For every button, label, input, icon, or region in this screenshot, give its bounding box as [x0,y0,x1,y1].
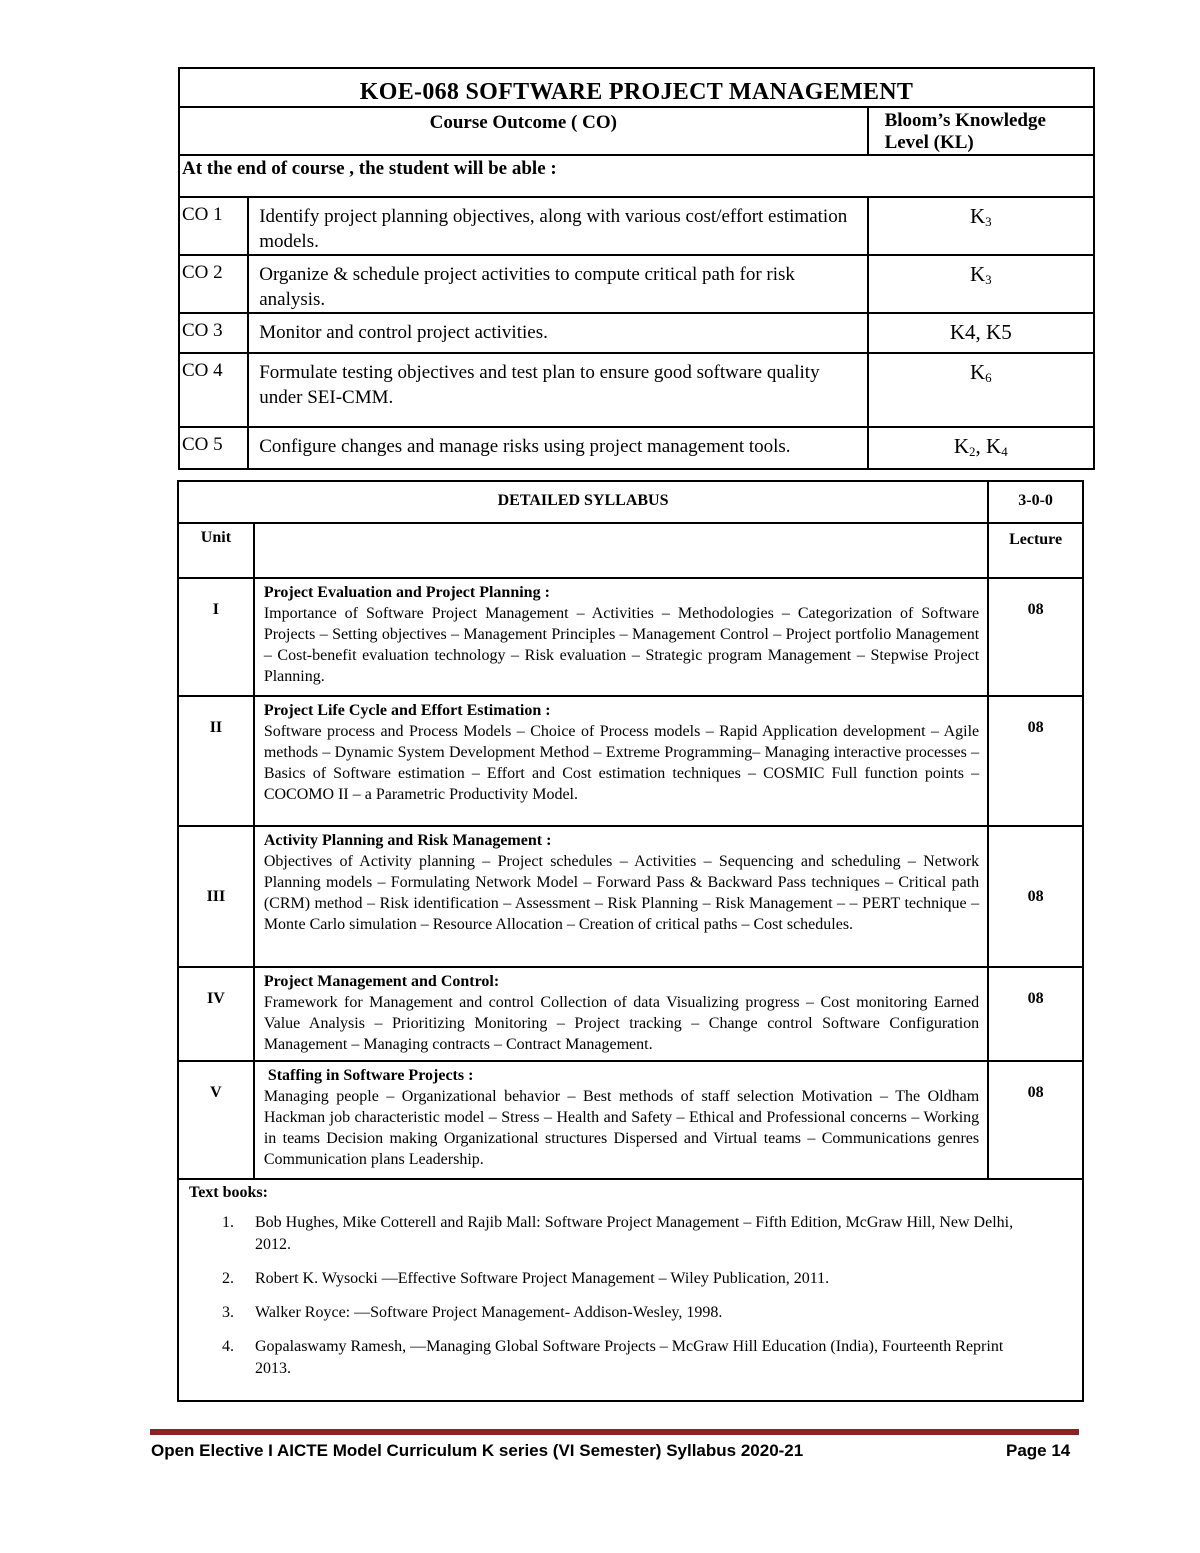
unit-title: Project Life Cycle and Effort Estimation : [263,702,551,719]
unit-lectures: 08 [988,696,1083,826]
textbook-number: 1. [222,1214,234,1231]
unit-content [254,1061,988,1179]
textbook-number: 3. [222,1304,234,1321]
textbook-text: Robert K. Wysocki ―Effective Software Project Management – Wiley Publication, 2011. [255,1270,830,1287]
co-row [179,353,1094,427]
textbook-number: 4. [222,1338,234,1355]
kl-subscript: 3 [985,214,992,229]
unit-title: Staffing in Software Projects : [263,1067,474,1084]
course-outcome-table [178,67,1095,470]
co-knowledge-level [868,427,1094,469]
unit-column-header: Unit [178,523,254,578]
unit-row [178,696,1083,826]
kl-column-header: Bloom’s Knowledge Level (KL) [868,107,1094,155]
textbook-item [189,1268,1082,1290]
unit-topics: Managing people – Organizational behavior – Best methods of staff selection Motivation – The Oldham Hackman job characteristic model – Stress – Health and Safety – Ethical and Professional concerns – Working in teams Decision making Organizational structures Dispersed and Virtual teams – Communications genres Communication plans Leadership. [263,1088,980,1168]
footer-text: Open Elective I AICTE Model Curriculum K series (VI Semester) Syllabus 2020-21 [151,1441,804,1460]
co-knowledge-level [868,353,1094,427]
co-knowledge-level [868,255,1094,313]
co-id: CO 3 [179,313,248,353]
unit-lectures: 08 [988,826,1083,967]
unit-lectures: 08 [988,967,1083,1061]
co-description: Configure changes and manage risks using project management tools. [248,427,867,469]
textbook-text: Bob Hughes, Mike Cotterell and Rajib Mall: Software Project Management – Fifth Edition, McGraw Hill, New Delhi, 2012. [255,1214,1014,1253]
syllabus-header: DETAILED SYLLABUS [178,481,988,523]
unit-content [254,967,988,1061]
unit-lectures: 08 [988,578,1083,696]
co-rows [179,197,1094,469]
unit-topics: Objectives of Activity planning – Project schedules – Activities – Sequencing and scheduling – Network Planning models – Formulating Network Model – Forward Pass & Backward Pass techniques – Critical path (CRM) method – Risk identification – Assessment – Risk Planning – Risk Management – – PERT technique – Monte Carlo simulation – Resource Allocation – Creation of critical paths – Cost schedules. [263,853,980,933]
unit-content [254,578,988,696]
textbook-item [189,1302,1082,1324]
co-knowledge-level [868,197,1094,255]
textbook-text: Walker Royce: ―Software Project Management- Addison-Wesley, 1998. [255,1304,723,1321]
unit-topics: Software process and Process Models – Choice of Process models – Rapid Application development – Agile methods – Dynamic System Development Method – Extreme Programming– Managing interactive processes – Basics of Software estimation – Effort and Cost estimation techniques – COSMIC Full function points – COCOMO II – a Parametric Productivity Model. [263,723,980,803]
co-id: CO 2 [179,255,248,313]
unit-number: I [178,578,254,696]
unit-number: III [178,826,254,967]
unit-title: Activity Planning and Risk Management : [263,832,552,849]
kl-text: K [969,262,986,286]
unit-row [178,1061,1083,1179]
unit-row [178,967,1083,1061]
unit-content [254,696,988,826]
course-title: KOE-068 SOFTWARE PROJECT MANAGEMENT [179,68,1094,107]
kl-subscript: 4 [1001,444,1008,459]
co-row [179,197,1094,255]
co-row [179,313,1094,353]
co-column-header: Course Outcome ( CO) [179,107,868,155]
co-id: CO 5 [179,427,248,469]
co-row [179,255,1094,313]
co-id: CO 4 [179,353,248,427]
textbooks-list [189,1212,1082,1380]
unit-content [254,826,988,967]
kl-text: K [953,434,970,458]
unit-title: Project Evaluation and Project Planning : [263,584,550,601]
textbook-number: 2. [222,1270,234,1287]
textbook-item [189,1212,1082,1256]
co-row [179,427,1094,469]
syllabus-table [177,480,1084,1402]
co-description: Monitor and control project activities. [248,313,867,353]
unit-row [178,826,1083,967]
co-description: Formulate testing objectives and test plan to ensure good software quality under SEI-CMM. [248,353,867,427]
lecture-column-header: Lecture [988,523,1083,578]
unit-topics: Framework for Management and control Collection of data Visualizing progress – Cost monitoring Earned Value Analysis – Prioritizing Monitoring – Project tracking – Change control Software Configuration Management – Managing contracts – Contract Management. [263,994,980,1053]
co-knowledge-level [868,313,1094,353]
unit-rows [178,578,1083,1179]
textbooks-title: Text books: [189,1184,268,1201]
co-description: Organize & schedule project activities to compute critical path for risk analysis. [248,255,867,313]
kl-subscript: 6 [985,370,992,385]
footer-rule [150,1429,1079,1435]
page-number: Page 14 [1006,1441,1071,1460]
topic-column-header [254,523,988,578]
co-id: CO 1 [179,197,248,255]
kl-text: K [969,360,986,384]
kl-subscript: 2 [969,444,976,459]
kl-subscript: 3 [985,272,992,287]
unit-number: II [178,696,254,826]
unit-number: V [178,1061,254,1179]
unit-number: IV [178,967,254,1061]
unit-lectures: 08 [988,1061,1083,1179]
unit-title: Project Management and Control: [263,973,500,990]
kl-text: K [969,204,986,228]
unit-row [178,578,1083,696]
co-description: Identify project planning objectives, along with various cost/effort estimation models. [248,197,867,255]
kl-text: K4, K5 [949,320,1012,344]
textbook-item [189,1336,1082,1380]
textbooks-section [178,1179,1083,1401]
unit-topics: Importance of Software Project Management – Activities – Methodologies – Categorization of Software Projects – Setting objectives – Management Principles – Management Control – Project portfolio Management – Cost-benefit evaluation technology – Risk evaluation – Strategic program Management – Stepwise Project Planning. [263,605,980,685]
kl-text: , K [975,434,1002,458]
co-intro: At the end of course , the student will be able : [179,155,1094,197]
textbook-text: Gopalaswamy Ramesh, ―Managing Global Software Projects – McGraw Hill Education (India), Fourteenth Reprint 2013. [255,1338,1004,1377]
ltp-value: 3-0-0 [988,481,1083,523]
